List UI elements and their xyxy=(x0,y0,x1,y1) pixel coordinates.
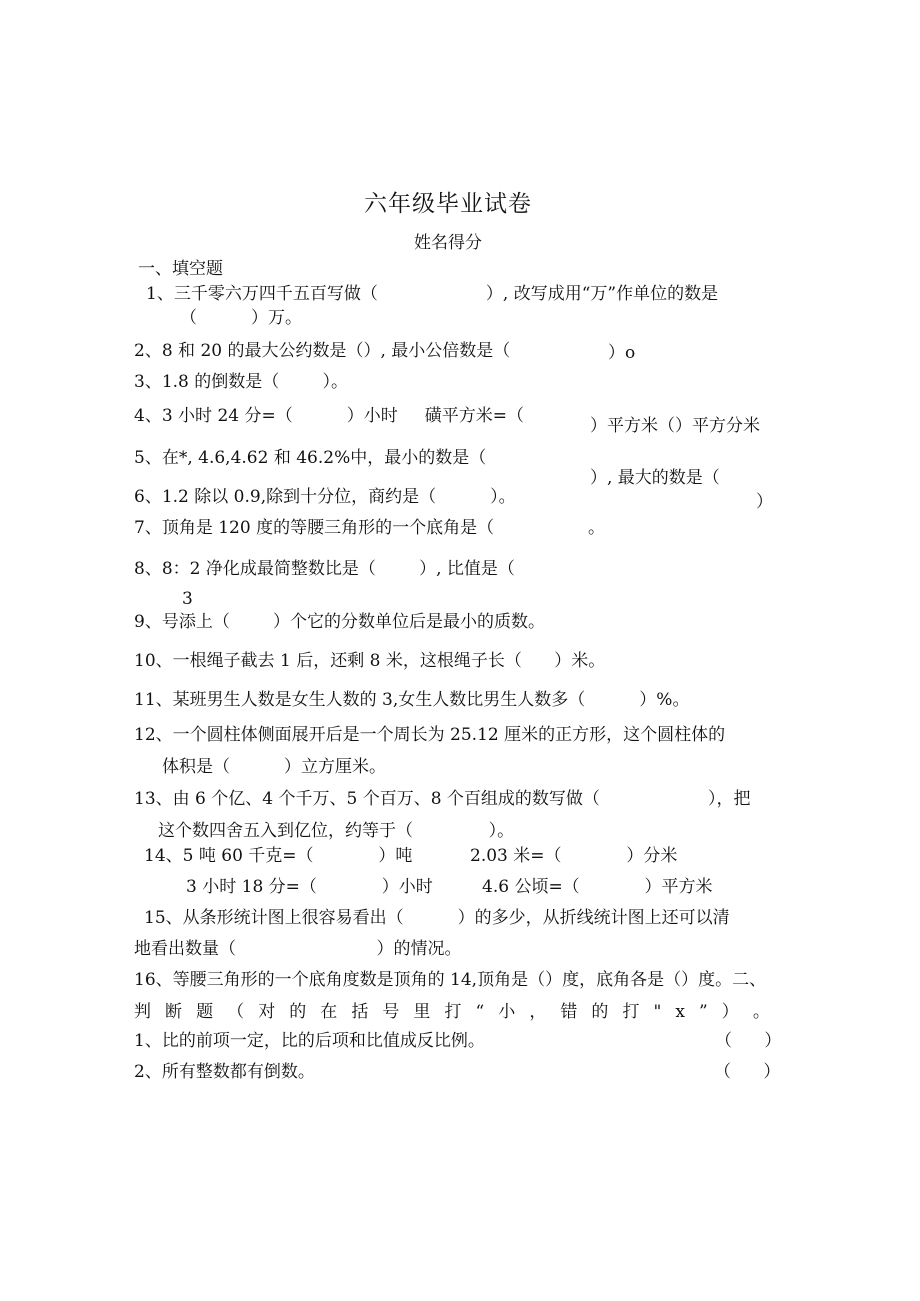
question-9: 9、号添上（ ）个它的分数单位后是最小的质数。 xyxy=(134,612,546,632)
section-2-heading-char: 错 xyxy=(560,1002,578,1022)
question-8: 8、8：2 净化成最简整数比是（ ）, 比值是（ xyxy=(134,559,515,579)
question-15-line-1: 15、从条形统计图上很容易看出（ ）的多少，从折线统计图上还可以清 xyxy=(144,908,730,928)
question-7-tail: 。 xyxy=(588,518,605,538)
question-13-line-2: 这个数四舍五入到亿位，约等于（ ）。 xyxy=(158,821,515,841)
page-subtitle: 姓名得分 xyxy=(414,233,482,253)
section-2-heading-char: 打 xyxy=(444,1002,462,1022)
section-2-heading-char: 在 xyxy=(320,1002,338,1022)
section-2-heading-char: 对 xyxy=(258,1002,276,1022)
question-6: 6、1.2 除以 0.9,除到十分位，商约是（ ）。 xyxy=(134,487,516,507)
question-3: 3、1.8 的倒数是（ ）。 xyxy=(134,372,348,392)
section-2-heading-char: 里 xyxy=(413,1002,431,1022)
section-2-heading-char: 的 xyxy=(591,1002,609,1022)
section-2-heading-char: ， xyxy=(529,1002,547,1022)
section-2-heading-char: （ xyxy=(227,1002,245,1022)
question-11: 11、某班男生人数是女生人数的 3,女生人数比男生人数多（ ）%。 xyxy=(134,690,690,710)
question-6-tail: ） xyxy=(756,492,773,512)
question-13-line-1: 13、由 6 个亿、4 个千万、5 个百万、8 个百组成的数写做（ ），把 xyxy=(134,789,751,809)
section-2-heading-char: " xyxy=(653,1002,662,1022)
section-2-heading-char: ） xyxy=(721,1002,739,1022)
section-2-heading-char: 小 xyxy=(498,1002,516,1022)
question-9-numerator: 3 xyxy=(182,589,193,609)
question-14-item-2: 2.03 米=（ ）分米 xyxy=(470,846,678,866)
question-16: 16、等腰三角形的一个底角度数是顶角的 14,顶角是（）度，底角各是（）度。二、 xyxy=(134,970,767,990)
judgement-2-parentheses: （ ） xyxy=(714,1062,781,1082)
question-5-tail: ）, 最大的数是（ xyxy=(590,468,720,488)
section-2-heading-char: 判 xyxy=(134,1002,151,1022)
question-14-item-1: 14、5 吨 60 千克=（ ）吨 xyxy=(144,846,413,866)
question-1-line-2: （ ）万。 xyxy=(180,308,303,328)
judgement-2: 2、所有整数都有倒数。 xyxy=(134,1062,315,1082)
section-heading: 一、填空题 xyxy=(138,259,223,279)
section-2-heading-char: 断 xyxy=(165,1002,183,1022)
question-4: 4、3 小时 24 分=（ ）小时 磺平方米=（ xyxy=(134,406,525,426)
question-14-item-4: 4.6 公顷=（ ）平方米 xyxy=(482,877,713,897)
question-4-tail: ）平方米（）平方分米 xyxy=(590,416,760,436)
page-title: 六年级毕业试卷 xyxy=(364,191,532,217)
question-1-line-1: 1、三千零六万四千五百写做（ ）, 改写成用“万”作单位的数是 xyxy=(146,284,719,304)
question-12-line-2: 体积是（ ）立方厘米。 xyxy=(162,757,387,777)
section-2-heading-char: 括 xyxy=(351,1002,369,1022)
section-2-heading-char: ” xyxy=(699,1002,708,1022)
question-2: 2、8 和 20 的最大公约数是（）, 最小公倍数是（ xyxy=(134,341,511,361)
section-2-heading-char: 号 xyxy=(382,1002,400,1022)
question-12-line-1: 12、一个圆柱体侧面展开后是一个周长为 25.12 厘米的正方形，这个圆柱体的 xyxy=(134,725,726,745)
question-5: 5、在*, 4.6,4.62 和 46.2%中，最小的数是（ xyxy=(134,448,487,468)
section-2-heading-char: 。 xyxy=(752,1002,770,1022)
section-2-heading xyxy=(134,1004,770,1021)
question-14-item-3: 3 小时 18 分=（ ）小时 xyxy=(186,877,433,897)
section-2-heading-char: x xyxy=(675,1002,685,1022)
judgement-1-parentheses: （ ） xyxy=(715,1031,782,1051)
judgement-1: 1、比的前项一定，比的后项和比值成反比例。 xyxy=(134,1031,485,1051)
section-2-heading-char: 打 xyxy=(622,1002,640,1022)
question-15-line-2: 地看出数量（ ）的情况。 xyxy=(134,939,462,959)
section-2-heading-char: 题 xyxy=(196,1002,214,1022)
question-10: 10、一根绳子截去 1 后，还剩 8 米，这根绳子长（ ）米。 xyxy=(134,651,606,671)
section-2-heading-char: “ xyxy=(475,1002,485,1022)
question-2-tail: ）o xyxy=(608,343,636,363)
section-2-heading-char: 的 xyxy=(289,1002,307,1022)
question-7: 7、顶角是 120 度的等腰三角形的一个底角是（ xyxy=(134,518,495,538)
